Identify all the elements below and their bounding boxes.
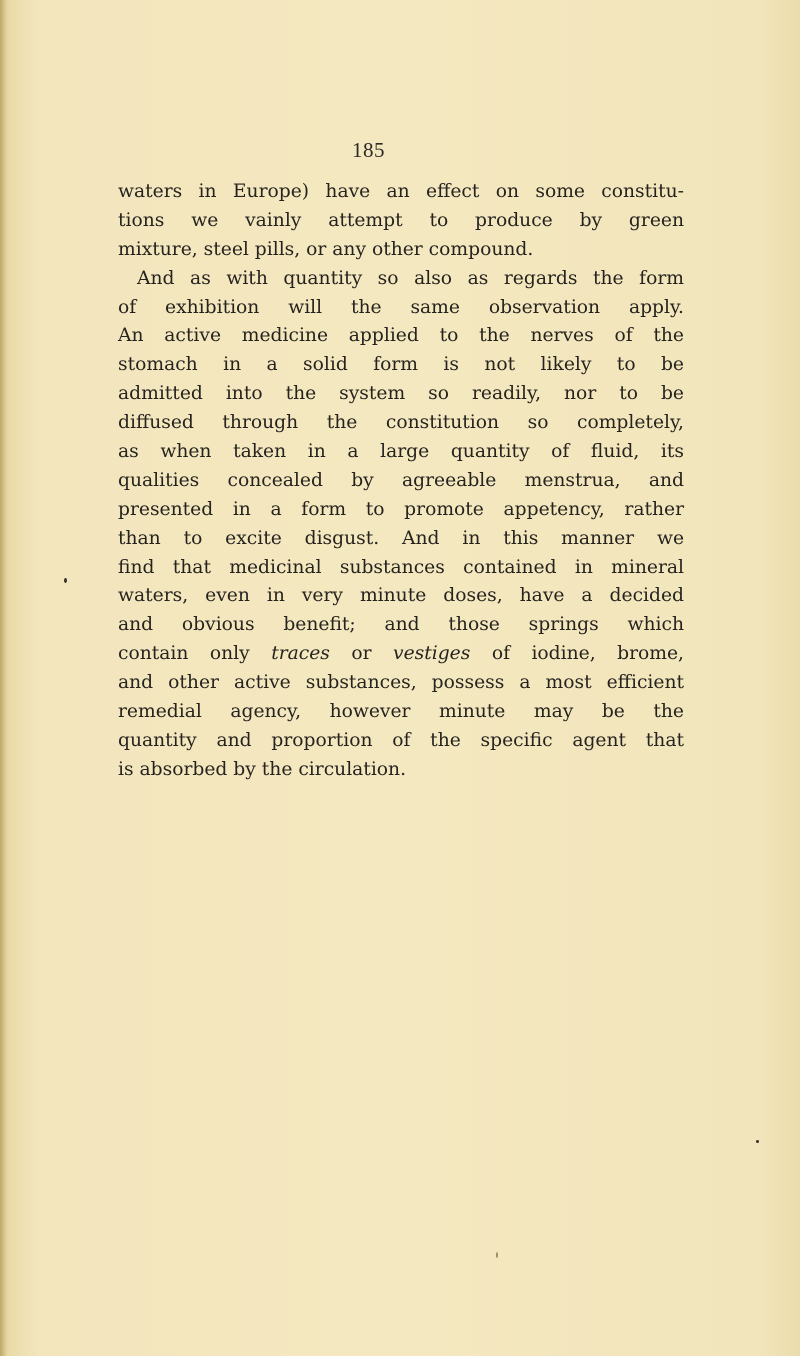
text-line: find that medicinal substances contained in mineral: [118, 556, 684, 578]
body-text: [118, 178, 684, 785]
text-line: An active medicine applied to the nerves of the: [118, 325, 684, 347]
text-line: qualities concealed by agreeable menstrua, and: [118, 469, 684, 491]
paper-speck: [496, 1252, 498, 1258]
text-line: is absorbed by the circulation.: [118, 758, 407, 780]
text-line: than to excite disgust. And in this manner we: [118, 527, 684, 549]
text-line: quantity and proportion of the specific agent that: [118, 729, 684, 751]
binding-edge: [0, 0, 6, 1356]
text-segment: or: [329, 643, 394, 665]
text-line: and obvious benefit; and those springs which: [118, 614, 684, 636]
text-line: And as with quantity so also as regards the form: [137, 267, 684, 289]
text-line: of exhibition will the same observation apply.: [118, 296, 684, 318]
paper-speck: [64, 578, 67, 583]
text-line: tions we vainly attempt to produce by green: [118, 209, 684, 231]
text-line: waters, even in very minute doses, have a decided: [118, 585, 684, 607]
italic-word: vestiges: [393, 643, 471, 665]
text-line: remedial agency, however minute may be the: [118, 701, 684, 723]
text-segment: contain only: [118, 643, 272, 665]
text-line: as when taken in a large quantity of fluid, its: [118, 441, 684, 463]
text-line: stomach in a solid form is not likely to be: [118, 354, 684, 376]
text-line: [118, 640, 684, 669]
text-line: admitted into the system so readily, nor to be: [118, 383, 684, 405]
text-segment: of iodine, brome,: [470, 643, 684, 665]
text-line: presented in a form to promote appetency, rather: [118, 498, 684, 520]
text-line: mixture, steel pills, or any other compound.: [118, 238, 534, 260]
text-line: diffused through the constitution so completely,: [118, 412, 684, 434]
italic-word: traces: [271, 643, 330, 665]
page-number: 185: [352, 138, 385, 162]
text-line: waters in Europe) have an effect on some constitu-: [118, 181, 684, 202]
paper-speck: [756, 1140, 759, 1143]
text-line: and other active substances, possess a most efficient: [118, 672, 684, 694]
